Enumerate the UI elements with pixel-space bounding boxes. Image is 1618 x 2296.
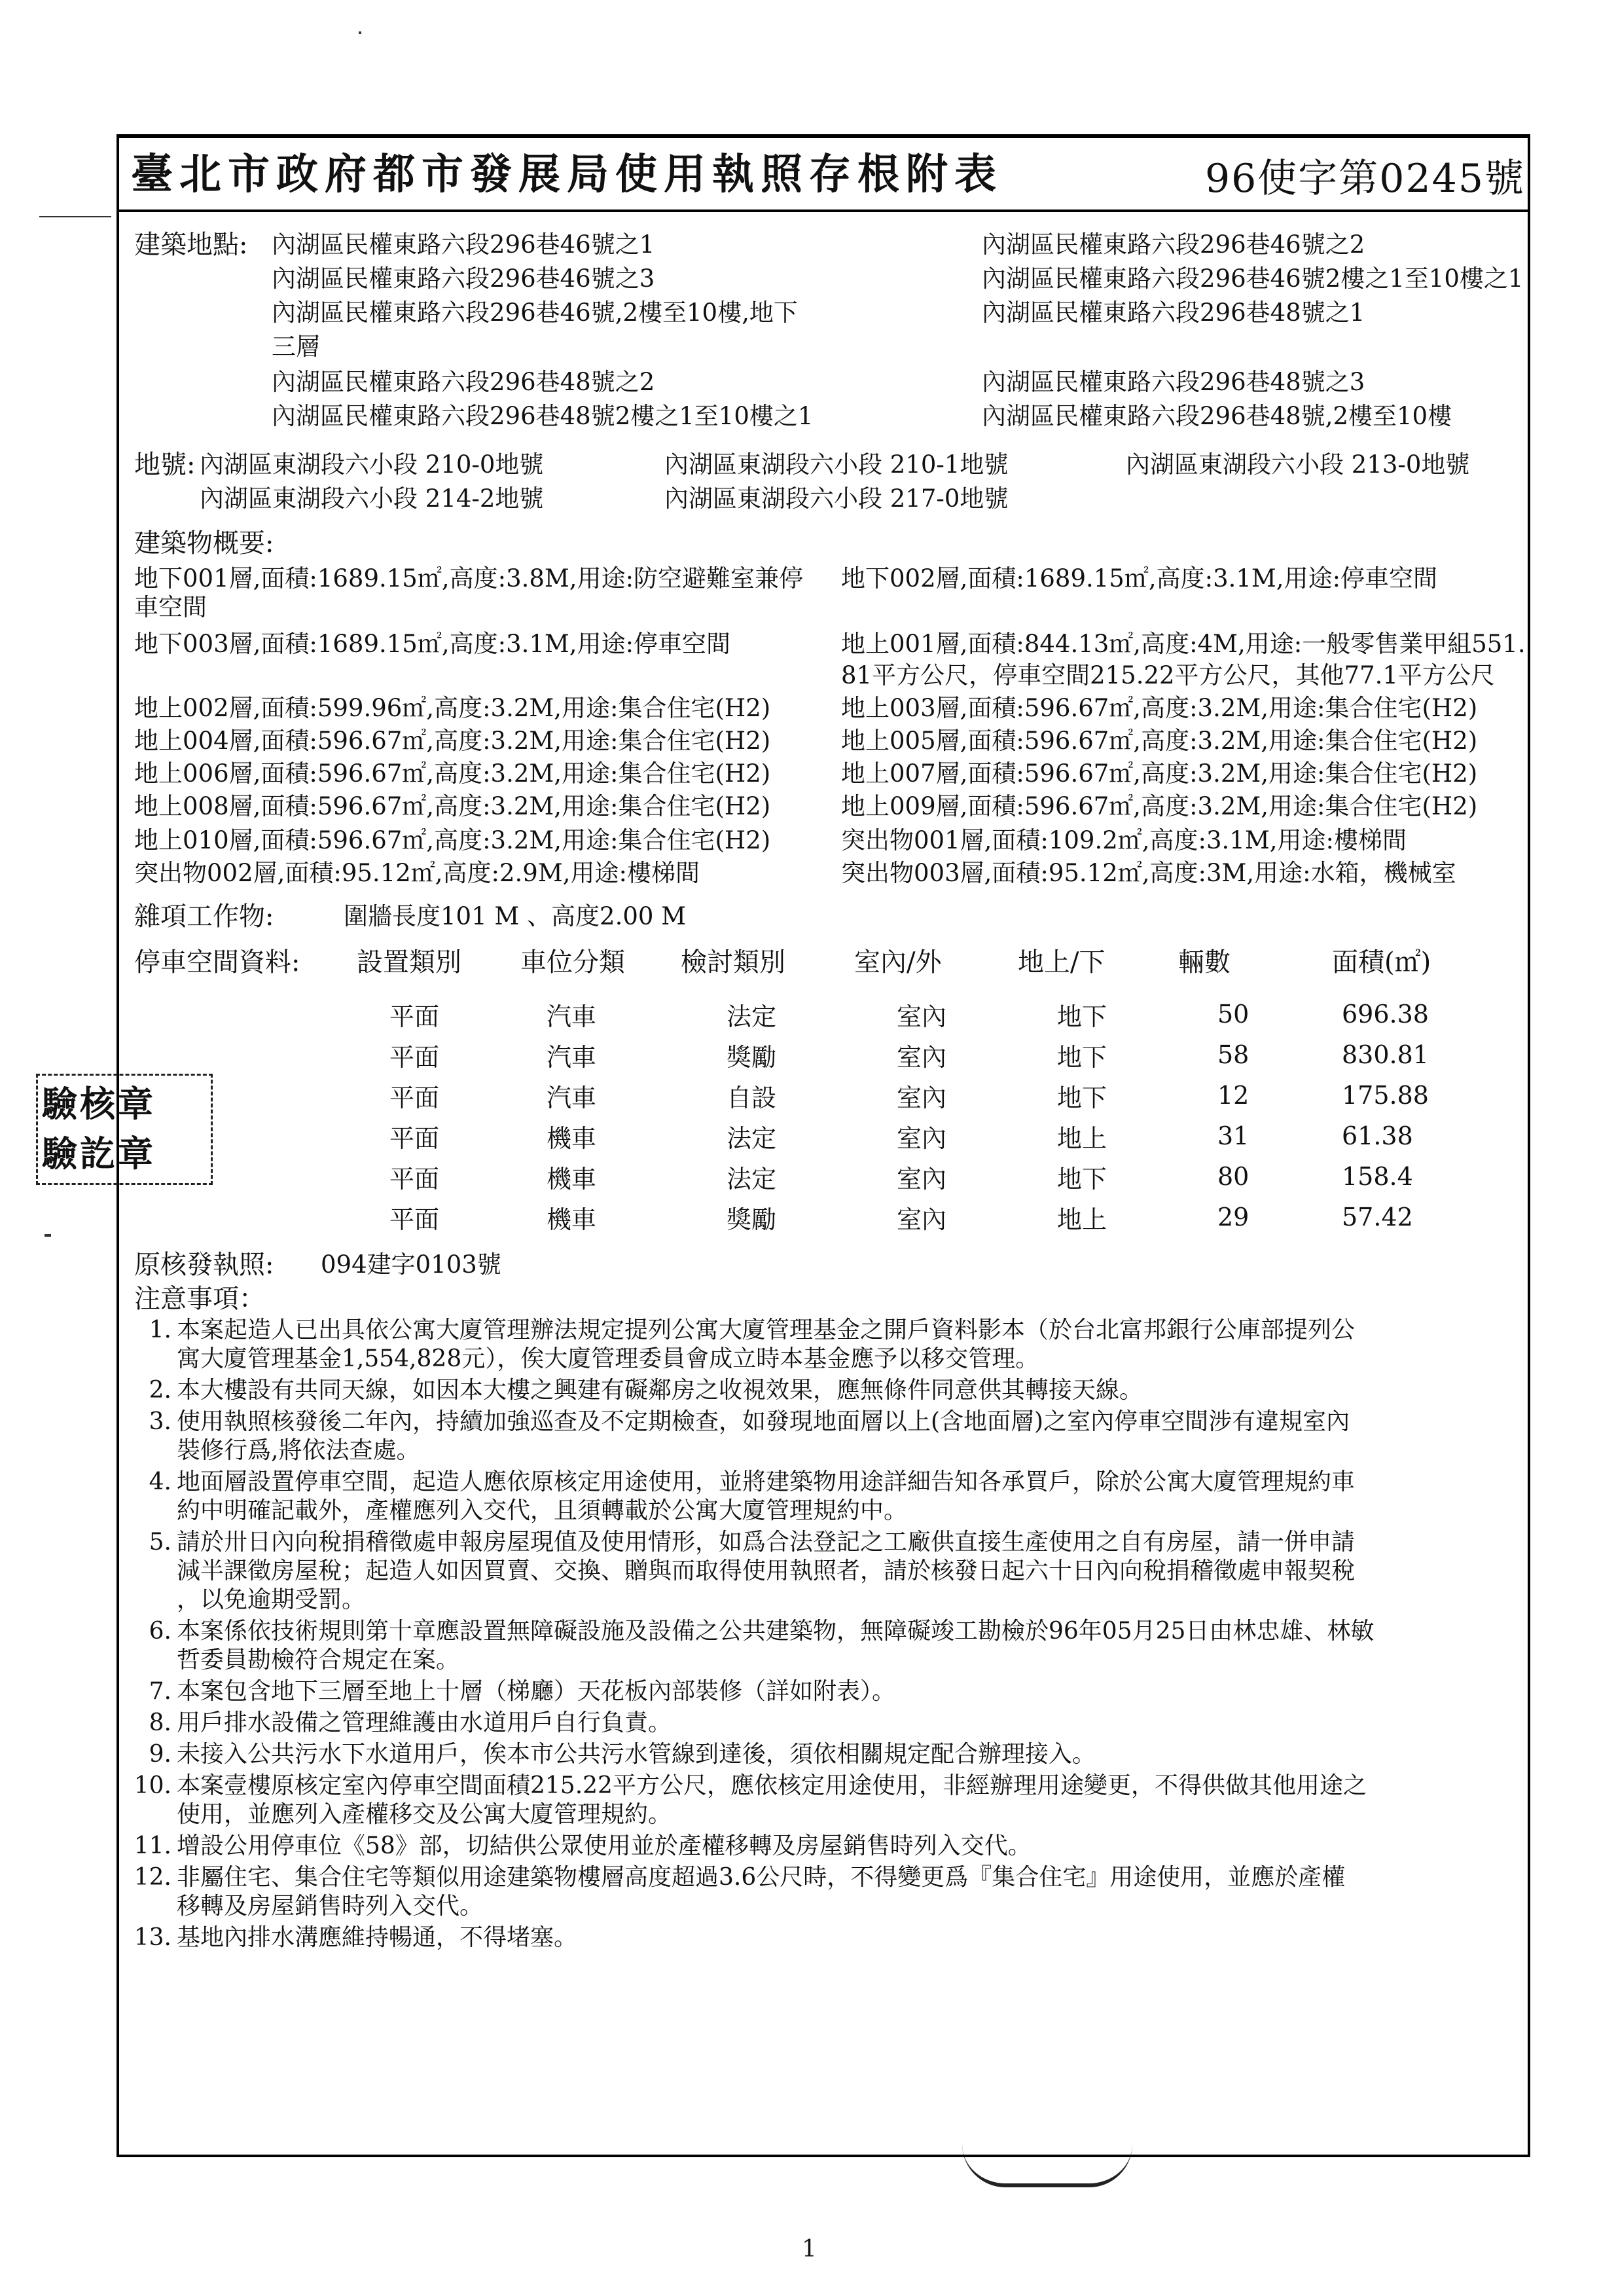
address-right-1: 內湖區民權東路六段296巷46號之2 — [982, 230, 1365, 259]
note-line: 使用執照核發後二年內，持續加強巡查及不定期檢查，如發現地面層以上(含地面層)之室內停車空間涉有違規室內 — [177, 1408, 1350, 1435]
table-cell: 57.42 — [1342, 1203, 1413, 1231]
document-title: 臺北市政府都市發展局使用執照存根附表 — [131, 150, 1003, 199]
table-cell: 158.4 — [1342, 1162, 1413, 1191]
note-line: 本案壹樓原核定室內停車空間面積215.22平方公尺，應依核定用途使用，非經辦理用途變更，不得供做其他用途之 — [177, 1772, 1367, 1799]
list-item — [131, 1376, 1532, 1405]
overview-f008: 地上008層,面積:596.67㎡,高度:3.2M,用途:集合住宅(H2) — [134, 792, 771, 820]
note-line: 增設公用停車位《58》部，切結供公眾使用並於產權移轉及房屋銷售時列入交代。 — [177, 1832, 1032, 1859]
note-line: 寓大廈管理基金1,554,828元），俟大廈管理委員會成立時本基金應予以移交管理。 — [177, 1345, 1039, 1372]
table-cell: 地下 — [1057, 1083, 1107, 1112]
overview-p002: 突出物002層,面積:95.12㎡,高度:2.9M,用途:樓梯間 — [134, 859, 700, 887]
table-cell: 機車 — [547, 1164, 597, 1194]
note-number: 5. — [149, 1529, 171, 1556]
stamp-line: 驗訖章 — [42, 1133, 156, 1175]
overview-f010: 地上010層,面積:596.67㎡,高度:3.2M,用途:集合住宅(H2) — [134, 826, 771, 854]
table-cell: 地上 — [1057, 1123, 1107, 1153]
lot-label: 地號: — [134, 450, 196, 480]
stamp-line: 驗核章 — [42, 1084, 156, 1125]
original-permit-value: 094建字0103號 — [321, 1250, 501, 1279]
table-cell: 室內 — [897, 1002, 947, 1031]
list-item — [131, 1677, 1532, 1706]
table-row — [340, 994, 1460, 1034]
parking-table — [340, 994, 1460, 1237]
table-cell: 地上 — [1057, 1205, 1107, 1234]
overview-f003: 地上003層,面積:596.67㎡,高度:3.2M,用途:集合住宅(H2) — [841, 694, 1478, 722]
table-cell: 平面 — [389, 1164, 440, 1194]
address-right-5: 內湖區民權東路六段296巷48號,2樓至10樓 — [982, 402, 1452, 430]
table-cell: 獎勵 — [727, 1042, 777, 1072]
note-number: 4. — [149, 1468, 171, 1495]
note-line: 約中明確記載外，產權應列入交代，且須轉載於公寓大廈管理規約中。 — [177, 1497, 908, 1524]
table-cell: 50 — [1217, 1000, 1249, 1029]
parking-header-level: 地上/下 — [1018, 947, 1106, 977]
list-item — [131, 1863, 1532, 1921]
note-line: ，以免逾期受罰。 — [177, 1586, 366, 1613]
address-left-6: 內湖區民權東路六段296巷48號2樓之1至10樓之1 — [272, 402, 814, 430]
note-line: 用戶排水設備之管理維護由水道用戶自行負責。 — [177, 1709, 672, 1736]
notes-list — [131, 1316, 1532, 1955]
note-number: 2. — [149, 1377, 171, 1404]
lot-item-5: 內湖區東湖段六小段 217-0地號 — [664, 484, 1009, 513]
table-cell: 平面 — [389, 1123, 440, 1153]
overview-f004: 地上004層,面積:596.67㎡,高度:3.2M,用途:集合住宅(H2) — [134, 727, 771, 755]
title-rule — [117, 210, 1530, 212]
address-left-4: 三層 — [272, 333, 320, 361]
overview-p001: 突出物001層,面積:109.2㎡,高度:3.1M,用途:樓梯間 — [841, 826, 1407, 854]
address-left-2: 內湖區民權東路六段296巷46號之3 — [272, 264, 655, 293]
original-permit-label: 原核發執照: — [134, 1250, 274, 1280]
table-cell: 室內 — [897, 1164, 947, 1194]
list-item — [131, 1528, 1532, 1614]
document-number: 96使字第0245號 — [1204, 156, 1525, 202]
lot-item-1: 內湖區東湖段六小段 210-0地號 — [200, 450, 544, 479]
address-left-5: 內湖區民權東路六段296巷48號之2 — [272, 368, 655, 396]
lot-item-4: 內湖區東湖段六小段 214-2地號 — [200, 484, 544, 513]
address-left-1: 內湖區民權東路六段296巷46號之1 — [272, 230, 655, 259]
overview-b002: 地下002層,面積:1689.15㎡,高度:3.1M,用途:停車空間 — [841, 564, 1438, 592]
misc-value: 圍牆長度101 M 、高度2.00 M — [344, 902, 687, 930]
table-cell: 61.38 — [1342, 1121, 1413, 1150]
table-cell: 80 — [1217, 1162, 1249, 1191]
table-cell: 法定 — [727, 1002, 777, 1031]
note-line: 地面層設置停車空間，起造人應依原核定用途使用，並將建築物用途詳細告知各承買戶，除於公寓大廈管理規約車 — [177, 1468, 1356, 1495]
overview-f005: 地上005層,面積:596.67㎡,高度:3.2M,用途:集合住宅(H2) — [841, 727, 1478, 755]
table-cell: 汽車 — [547, 1002, 597, 1031]
lot-item-2: 內湖區東湖段六小段 210-1地號 — [664, 450, 1009, 479]
note-number: 3. — [149, 1408, 171, 1435]
note-number: 1. — [149, 1317, 171, 1343]
table-cell: 696.38 — [1342, 1000, 1429, 1029]
overview-f001: 地上001層,面積:844.13㎡,高度:4M,用途:一般零售業甲組551. — [841, 630, 1526, 658]
note-line: 本大樓設有共同天線，如因本大樓之興建有礙鄰房之收視效果，應無條件同意供其轉接天線。 — [177, 1377, 1143, 1404]
list-item — [131, 1832, 1532, 1861]
parking-header-vehicle: 車位分類 — [520, 947, 625, 977]
list-item — [131, 1316, 1532, 1374]
table-cell: 室內 — [897, 1042, 947, 1072]
note-line: 本案起造人已出具依公寓大廈管理辦法規定提列公寓大廈管理基金之開戶資料影本（於台北富邦銀行公庫部提列公 — [177, 1317, 1356, 1343]
overview-p003: 突出物003層,面積:95.12㎡,高度:3M,用途:水箱，機械室 — [841, 859, 1456, 887]
scan-mark — [45, 1234, 51, 1237]
lot-item-3: 內湖區東湖段六小段 213-0地號 — [1126, 450, 1470, 479]
address-right-4: 內湖區民權東路六段296巷48號之3 — [982, 368, 1365, 396]
overview-f009: 地上009層,面積:596.67㎡,高度:3.2M,用途:集合住宅(H2) — [841, 792, 1478, 820]
address-left-3: 內湖區民權東路六段296巷46號,2樓至10樓,地下 — [272, 299, 798, 327]
document-header — [131, 141, 1525, 206]
address-label: 建築地點: — [134, 230, 248, 260]
table-cell: 平面 — [389, 1042, 440, 1072]
list-item — [131, 1709, 1532, 1738]
note-number: 12. — [134, 1864, 171, 1891]
note-line: 請於卅日內向稅捐稽徵處申報房屋現值及使用情形，如爲合法登記之工廠供直接生產使用之自有房屋，請一併申請 — [177, 1529, 1356, 1556]
table-cell: 機車 — [547, 1205, 597, 1234]
parking-label: 停車空間資料: — [134, 947, 300, 977]
table-row — [340, 1075, 1460, 1116]
parking-header-count: 輛數 — [1178, 947, 1231, 977]
table-cell: 58 — [1217, 1040, 1249, 1069]
list-item — [131, 1740, 1532, 1769]
note-line: 基地內排水溝應維持暢通，不得堵塞。 — [177, 1924, 578, 1951]
page-number: 1 — [802, 2236, 817, 2263]
parking-header-review: 檢討類別 — [681, 947, 785, 977]
note-number: 7. — [149, 1678, 171, 1705]
note-number: 11. — [134, 1832, 171, 1859]
table-row — [340, 1116, 1460, 1156]
list-item — [131, 1468, 1532, 1525]
note-line: 非屬住宅、集合住宅等類似用途建築物樓層高度超過3.6公尺時，不得變更爲『集合住宅』用途使用，並應於產權 — [177, 1864, 1346, 1891]
overview-f006: 地上006層,面積:596.67㎡,高度:3.2M,用途:集合住宅(H2) — [134, 759, 771, 788]
address-right-3: 內湖區民權東路六段296巷48號之1 — [982, 299, 1365, 327]
table-cell: 獎勵 — [727, 1205, 777, 1234]
note-number: 13. — [134, 1924, 171, 1951]
list-item — [131, 1923, 1532, 1952]
note-line: 哲委員勘檢符合規定在案。 — [177, 1647, 460, 1673]
list-item — [131, 1617, 1532, 1675]
notes-label: 注意事項： — [134, 1284, 265, 1314]
overview-f002: 地上002層,面積:599.96㎡,高度:3.2M,用途:集合住宅(H2) — [134, 694, 771, 722]
table-cell: 汽車 — [547, 1042, 597, 1072]
overview-b003: 地下003層,面積:1689.15㎡,高度:3.1M,用途:停車空間 — [134, 630, 731, 658]
table-row — [340, 1034, 1460, 1075]
table-cell: 室內 — [897, 1205, 947, 1234]
scan-mark — [359, 31, 361, 34]
note-line: 減半課徵房屋稅；起造人如因買賣、交換、贈與而取得使用執照者，請於核發日起六十日內向稅捐稽徵處申報契稅 — [177, 1558, 1356, 1584]
table-cell: 平面 — [389, 1205, 440, 1234]
note-line: 未接入公共污水下水道用戶，俟本市公共污水管線到達後，須依相關規定配合辦理接入。 — [177, 1741, 1096, 1768]
list-item — [131, 1408, 1532, 1465]
seal-fragment — [962, 2144, 1132, 2187]
table-row — [340, 1156, 1460, 1197]
table-cell: 地下 — [1057, 1164, 1107, 1194]
table-cell: 31 — [1217, 1121, 1249, 1150]
table-cell: 175.88 — [1342, 1081, 1429, 1110]
table-cell: 機車 — [547, 1123, 597, 1153]
table-cell: 室內 — [897, 1123, 947, 1153]
address-right-2: 內湖區民權東路六段296巷46號2樓之1至10樓之1 — [982, 264, 1524, 293]
note-number: 8. — [149, 1709, 171, 1736]
overview-f007: 地上007層,面積:596.67㎡,高度:3.2M,用途:集合住宅(H2) — [841, 759, 1478, 788]
overview-b001-cont: 車空間 — [134, 593, 207, 621]
overview-label: 建築物概要: — [134, 528, 274, 558]
table-cell: 29 — [1217, 1203, 1249, 1231]
table-cell: 830.81 — [1342, 1040, 1429, 1069]
overview-b001: 地下001層,面積:1689.15㎡,高度:3.8M,用途:防空避難室兼停 — [134, 564, 804, 592]
note-number: 6. — [149, 1618, 171, 1645]
table-cell: 法定 — [727, 1164, 777, 1194]
table-cell: 室內 — [897, 1083, 947, 1112]
parking-header-area: 面積(㎡) — [1332, 947, 1431, 977]
inspection-stamp — [36, 1074, 213, 1185]
note-number: 9. — [149, 1741, 171, 1768]
table-cell: 法定 — [727, 1123, 777, 1153]
note-line: 本案係依技術規則第十章應設置無障礙設施及設備之公共建築物，無障礙竣工勘檢於96年05月25日由林忠雄、林敏 — [177, 1618, 1375, 1645]
parking-header-inout: 室內/外 — [854, 947, 942, 977]
note-line: 本案包含地下三層至地上十層（梯廳）天花板內部裝修（詳如附表）。 — [177, 1678, 896, 1705]
table-cell: 平面 — [389, 1083, 440, 1112]
misc-label: 雜項工作物: — [134, 902, 274, 932]
table-cell: 汽車 — [547, 1083, 597, 1112]
note-number: 10. — [134, 1772, 171, 1799]
list-item — [131, 1772, 1532, 1829]
table-cell: 地下 — [1057, 1002, 1107, 1031]
table-row — [340, 1197, 1460, 1237]
overview-f001-cont: 81平方公尺，停車空間215.22平方公尺，其他77.1平方公尺 — [841, 661, 1495, 689]
table-cell: 自設 — [727, 1083, 777, 1112]
note-line: 裝修行爲,將依法查處。 — [177, 1437, 420, 1464]
table-cell: 平面 — [389, 1002, 440, 1031]
table-cell: 地下 — [1057, 1042, 1107, 1072]
note-line: 使用，並應列入產權移交及公寓大廈管理規約。 — [177, 1801, 672, 1828]
note-line: 移轉及房屋銷售時列入交代。 — [177, 1893, 484, 1920]
scan-mark — [39, 216, 111, 217]
table-cell: 12 — [1217, 1081, 1249, 1110]
parking-header-type: 設置類別 — [357, 947, 461, 977]
